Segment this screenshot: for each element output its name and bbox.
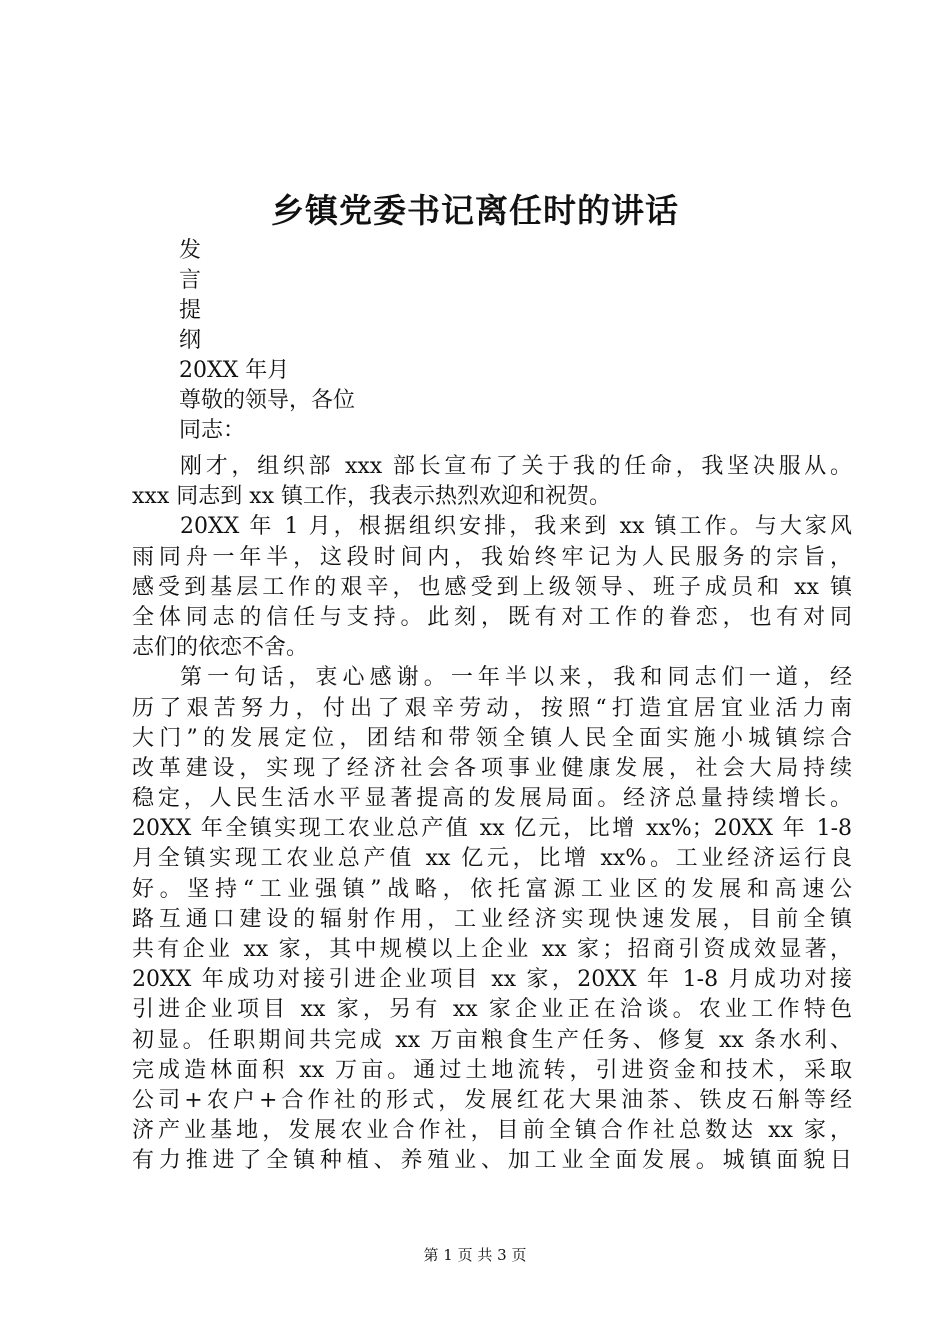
body-line: 引进企业项目 xx 家，另有 xx 家企业正在洽谈。农业工作特色 (132, 997, 852, 1023)
header-line: 提 (179, 298, 202, 323)
body-line: 第一句话，衷心感谢。一年半以来，我和同志们一道，经 (180, 665, 852, 691)
header-block (179, 236, 355, 446)
body-line: 20XX 年 1 月，根据组织安排，我来到 xx 镇工作。与大家风 (180, 514, 852, 540)
header-line: 发 (179, 238, 202, 263)
page-footer: 第 1 页 共 3 页 (423, 1246, 527, 1264)
body-line: 有力推进了全镇种植、养殖业、加工业全面发展。城镇面貌日 (132, 1148, 852, 1174)
header-line: 纲 (179, 328, 202, 353)
document-title: 乡镇党委书记离任时的讲话 (271, 191, 679, 230)
salutation-line: 尊敬的领导，各位 (179, 388, 356, 413)
body-line: 公司+农户+合作社的形式，发展红花大果油茶、铁皮石斛等经 (132, 1087, 852, 1113)
body-line: 20XX 年成功对接引进企业项目 xx 家，20XX 年 1-8 月成功对接 (132, 967, 852, 993)
body-line: 大门”的发展定位，团结和带领全镇人民全面实施小城镇综合 (132, 725, 852, 751)
body-line: 刚才，组织部 xxx 部长宣布了关于我的任命，我坚决服从。 (180, 454, 852, 479)
body-line: 济产业基地，发展农业合作社，目前全镇合作社总数达 xx 家， (132, 1118, 852, 1144)
body-line: 好。坚持“工业强镇”战略，依托富源工业区的发展和高速公 (132, 876, 852, 902)
body-line: 感受到基层工作的艰辛，也感受到上级领导、班子成员和 xx 镇 (132, 574, 852, 600)
body-line: 雨同舟一年半，这段时间内，我始终牢记为人民服务的宗旨， (132, 544, 852, 570)
salutation-line: 同志： (179, 418, 246, 443)
body-text (132, 452, 852, 1177)
body-line: 路互通口建设的辐射作用，工业经济实现快速发展，目前全镇 (132, 906, 852, 932)
body-line: 全体同志的信任与支持。此刻，既有对工作的眷恋，也有对同 (132, 604, 852, 630)
header-date: 20XX 年月 (179, 358, 290, 383)
body-line: 志们的依恋不舍。 (132, 635, 309, 661)
header-line: 言 (179, 268, 202, 293)
body-line: 20XX 年全镇实现工农业总产值 xx 亿元，比增 xx%；20XX 年 1-8 (132, 816, 852, 842)
body-line: 共有企业 xx 家，其中规模以上企业 xx 家；招商引资成效显著， (132, 937, 852, 962)
body-line: xxx 同志到 xx 镇工作，我表示热烈欢迎和祝贺。 (132, 484, 612, 510)
body-line: 月全镇实现工农业总产值 xx 亿元，比增 xx%。工业经济运行良 (132, 846, 852, 872)
body-line: 完成造林面积 xx 万亩。通过土地流转，引进资金和技术，采取 (132, 1057, 852, 1083)
body-line: 改革建设，实现了经济社会各项事业健康发展，社会大局持续 (132, 755, 852, 781)
body-line: 稳定，人民生活水平显著提高的发展局面。经济总量持续增长。 (132, 786, 852, 812)
body-line: 历了艰苦努力，付出了艰辛劳动，按照“打造宜居宜业活力南 (132, 695, 852, 721)
body-line: 初显。任职期间共完成 xx 万亩粮食生产任务、修复 xx 条水利、 (132, 1027, 852, 1053)
